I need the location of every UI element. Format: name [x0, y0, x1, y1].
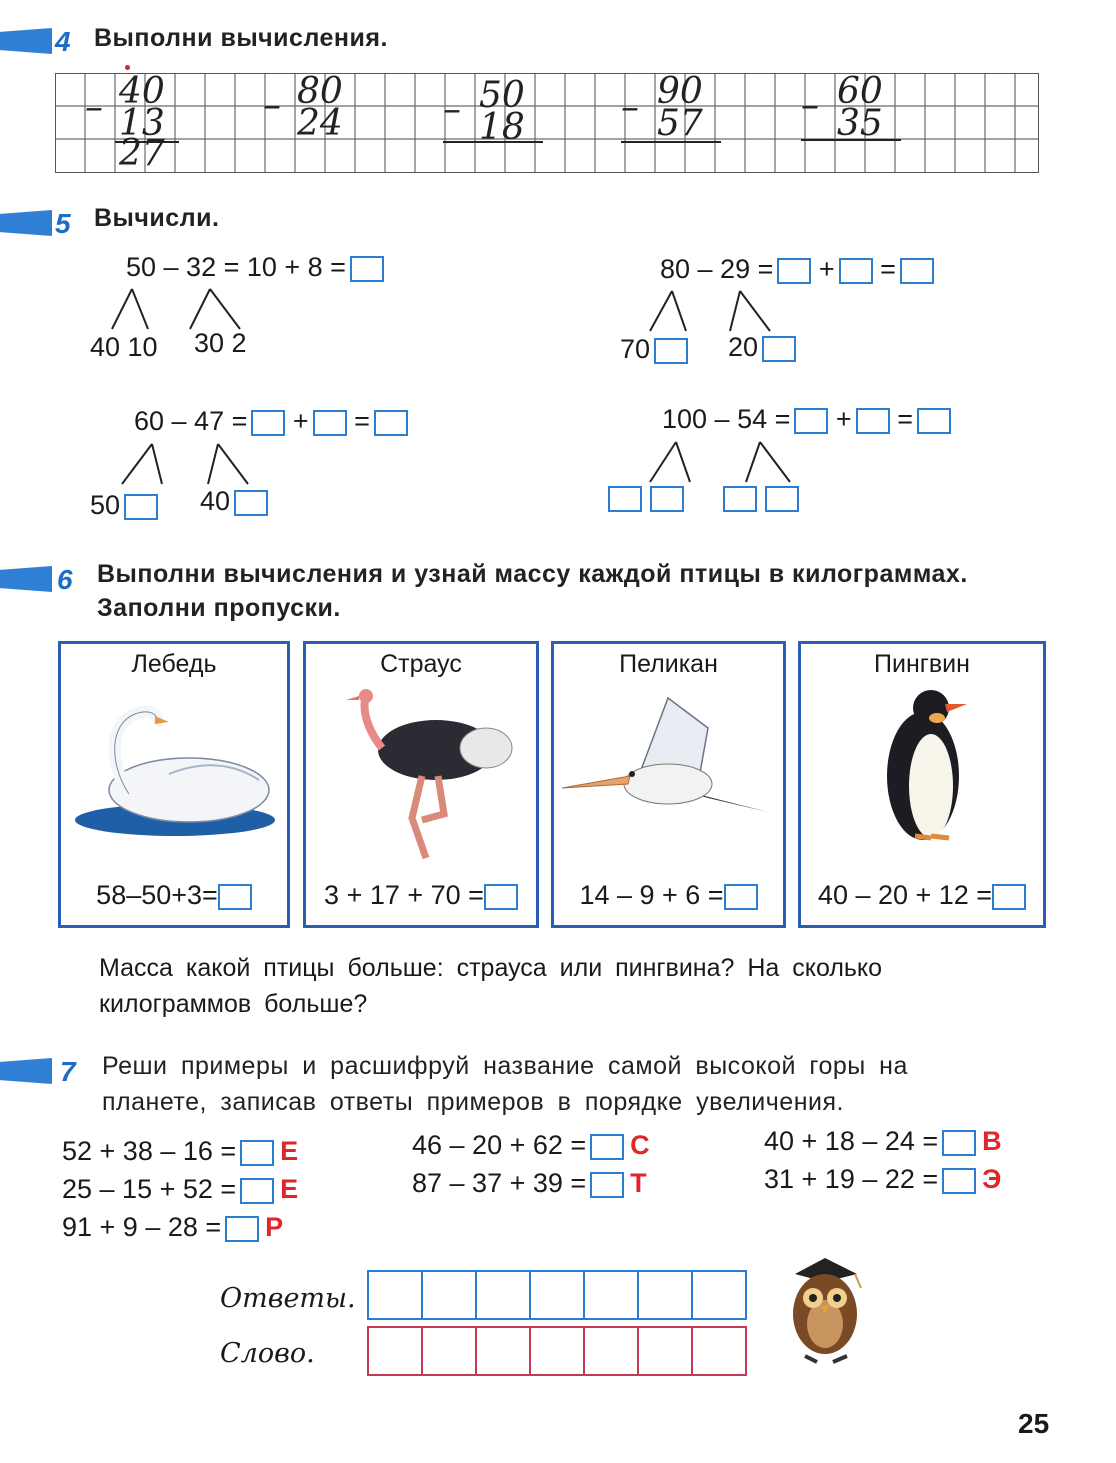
answer-box[interactable]	[992, 884, 1026, 910]
answer-box[interactable]	[240, 1140, 274, 1166]
task-4-title: Выполни вычисления.	[94, 24, 388, 52]
split-boxes-4	[608, 486, 799, 512]
split-b: 40	[200, 486, 268, 517]
answer-cell[interactable]	[367, 1270, 423, 1320]
task-7-example-1: 52 + 38 – 16 = Е	[62, 1136, 299, 1166]
expression: 60 – 47 =	[134, 406, 248, 436]
split-lines-2	[620, 287, 820, 337]
task-6-question-line1: Масса какой птицы больше: страуса или пингвина? На сколько	[99, 954, 883, 982]
answer-box[interactable]	[313, 410, 347, 436]
answer-box[interactable]	[762, 336, 796, 362]
sum-line	[621, 141, 721, 143]
answer-box[interactable]	[608, 486, 642, 512]
task-5-marker	[0, 210, 52, 236]
task-4-number: 4	[55, 26, 71, 57]
answers-row	[367, 1270, 745, 1320]
split-lines-3	[90, 440, 290, 490]
answer-box[interactable]	[251, 410, 285, 436]
letter-cell[interactable]	[367, 1326, 423, 1376]
split-a: 70	[620, 334, 688, 365]
owl-illustration	[775, 1252, 875, 1368]
task-5-example-3	[134, 406, 408, 437]
task-5-example-1	[126, 252, 384, 283]
plus-sign: +	[835, 404, 852, 434]
page-number: 25	[1018, 1408, 1050, 1439]
bird-card-ostrich	[303, 641, 539, 928]
bird-expression: 58–50+3=	[61, 880, 287, 911]
answer-cell[interactable]	[475, 1270, 531, 1320]
task-7-marker	[0, 1058, 52, 1084]
bird-name: Страус	[380, 650, 462, 678]
split-lines-4	[610, 438, 830, 488]
word-label: Слово.	[220, 1338, 315, 1369]
code-letter: Е	[280, 1136, 299, 1166]
equals-sign: =	[880, 254, 896, 284]
minus-sign: –	[801, 85, 819, 126]
code-letter: В	[982, 1126, 1002, 1156]
code-letter: С	[630, 1130, 650, 1160]
answer-box[interactable]	[590, 1134, 624, 1160]
answer-cell[interactable]	[421, 1270, 477, 1320]
task-4-grid	[55, 73, 1039, 173]
letter-cell[interactable]	[637, 1326, 693, 1376]
answer-box[interactable]	[723, 486, 757, 512]
answer-cell[interactable]	[691, 1270, 747, 1320]
answer-box[interactable]	[124, 494, 158, 520]
bird-name: Пингвин	[874, 650, 970, 678]
column-example-1	[85, 71, 205, 174]
answer-box[interactable]	[240, 1178, 274, 1204]
task-5-example-2	[660, 254, 934, 285]
bird-expression: 3 + 17 + 70 =	[306, 880, 536, 911]
split-b: 20	[728, 332, 796, 363]
answer-box[interactable]	[942, 1130, 976, 1156]
task-5-number: 5	[55, 208, 71, 239]
subtrahend: 57	[657, 103, 703, 144]
expression: 50 – 32 = 10 + 8 =	[126, 252, 346, 282]
task-7-example-7: 91 + 9 – 28 = Р	[62, 1212, 284, 1242]
split-lines-1	[90, 285, 290, 335]
sum-line	[443, 141, 543, 143]
answer-box[interactable]	[856, 408, 890, 434]
equals-sign: =	[897, 404, 913, 434]
subtrahend: 18	[479, 107, 525, 148]
task-6-question-line2: килограммов больше?	[99, 990, 368, 1018]
code-letter: Э	[982, 1164, 1002, 1194]
split-a: 50	[90, 490, 158, 521]
ostrich-illustration	[326, 688, 526, 868]
column-example-4	[621, 71, 741, 171]
subtrahend: 35	[837, 103, 883, 144]
task-7-title-line2: планете, записав ответы примеров в порядке увеличения.	[102, 1088, 844, 1116]
equals-sign: =	[354, 406, 370, 436]
word-row	[367, 1326, 745, 1376]
answer-box[interactable]	[590, 1172, 624, 1198]
task-7-title-line1: Реши примеры и расшифруй название самой высокой горы на	[102, 1052, 908, 1080]
answer-box[interactable]	[225, 1216, 259, 1242]
answer-box[interactable]	[374, 410, 408, 436]
task-6-number: 6	[57, 564, 73, 595]
letter-cell[interactable]	[421, 1326, 477, 1376]
minus-sign: –	[85, 87, 103, 128]
answer-cell[interactable]	[583, 1270, 639, 1320]
answer-box[interactable]	[942, 1168, 976, 1194]
minuend: 80	[297, 71, 343, 112]
code-letter: Е	[280, 1174, 299, 1204]
plus-sign: +	[818, 254, 835, 284]
answer-box[interactable]	[917, 408, 951, 434]
minuend: 50	[479, 75, 525, 116]
plus-sign: +	[292, 406, 309, 436]
bird-name: Лебедь	[131, 650, 217, 678]
task-7-example-6: 31 + 19 – 22 = Э	[764, 1164, 1002, 1194]
bird-card-pelican	[551, 641, 786, 928]
answer-box[interactable]	[900, 258, 934, 284]
task-7-example-5: 87 – 37 + 39 = Т	[412, 1168, 647, 1198]
answer-box[interactable]	[777, 258, 811, 284]
letter-cell[interactable]	[529, 1326, 585, 1376]
penguin-illustration	[871, 686, 981, 846]
task-5-example-4	[662, 404, 951, 435]
split-a: 40 10	[90, 332, 158, 362]
answer-box[interactable]	[765, 486, 799, 512]
minus-sign: –	[263, 85, 281, 126]
code-letter: Р	[265, 1212, 284, 1242]
swan-illustration	[69, 694, 281, 844]
task-7-example-3: 40 + 18 – 24 = В	[764, 1126, 1002, 1156]
column-example-2	[263, 71, 383, 171]
bird-expression: 14 – 9 + 6 =	[554, 880, 783, 911]
expression: 80 – 29 =	[660, 254, 774, 284]
expression: 100 – 54 =	[662, 404, 791, 434]
letter-cell[interactable]	[475, 1326, 531, 1376]
answer-box[interactable]	[218, 884, 252, 910]
column-example-3	[443, 75, 563, 175]
subtrahend: 13	[119, 103, 165, 144]
task-5-title: Вычисли.	[94, 204, 220, 232]
minus-sign: –	[621, 87, 639, 128]
answer-box[interactable]	[650, 486, 684, 512]
code-letter: Т	[630, 1168, 647, 1198]
bird-name: Пеликан	[619, 650, 718, 678]
answer-box[interactable]	[234, 490, 268, 516]
task-7-example-4: 25 – 15 + 52 = Е	[62, 1174, 299, 1204]
task-7-number: 7	[60, 1056, 76, 1087]
subtrahend: 24	[297, 103, 343, 144]
task-6-marker	[0, 566, 52, 592]
task-6-title-line1: Выполни вычисления и узнай массу каждой птицы в килограммах.	[97, 560, 968, 588]
answer-cell[interactable]	[529, 1270, 585, 1320]
pelican-illustration	[558, 688, 783, 858]
bird-expression: 40 – 20 + 12 =	[801, 880, 1043, 911]
task-4-marker	[0, 28, 52, 54]
answers-label: Ответы.	[220, 1283, 356, 1314]
bird-card-penguin	[798, 641, 1046, 928]
minuend: 40	[119, 71, 165, 112]
borrow-dot	[125, 65, 130, 70]
answer-box[interactable]	[484, 884, 518, 910]
answer-cell[interactable]	[637, 1270, 693, 1320]
bird-card-swan	[58, 641, 290, 928]
sum-line	[801, 139, 901, 141]
difference: 27	[119, 133, 165, 174]
answer-box[interactable]	[654, 338, 688, 364]
minuend: 60	[837, 71, 883, 112]
minus-sign: –	[443, 89, 461, 130]
task-6-title-line2: Заполни пропуски.	[97, 594, 341, 622]
column-example-5	[801, 71, 921, 171]
answer-box[interactable]	[724, 884, 758, 910]
letter-cell[interactable]	[583, 1326, 639, 1376]
letter-cell[interactable]	[691, 1326, 747, 1376]
split-b: 30 2	[194, 328, 247, 358]
answer-box[interactable]	[350, 256, 384, 282]
task-7-example-2: 46 – 20 + 62 = С	[412, 1130, 650, 1160]
answer-box[interactable]	[839, 258, 873, 284]
minuend: 90	[657, 71, 703, 112]
answer-box[interactable]	[794, 408, 828, 434]
